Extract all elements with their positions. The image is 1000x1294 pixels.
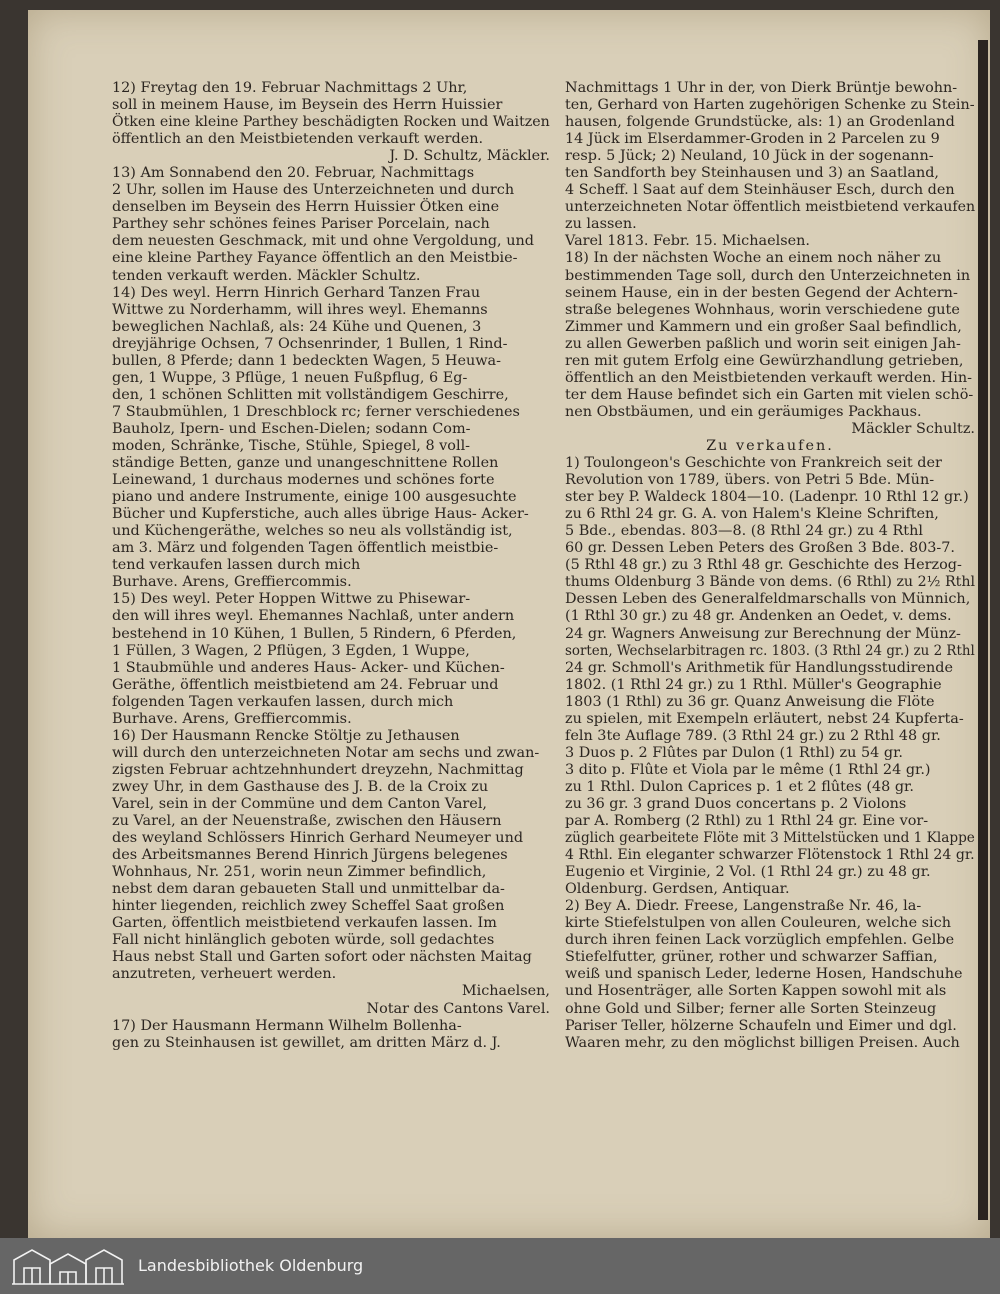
text-line: Parthey sehr schönes feines Pariser Porcelain, nach bbox=[112, 216, 490, 233]
text-line: 14) Des weyl. Herrn Hinrich Gerhard Tanzen Frau bbox=[112, 284, 481, 301]
text-line: straße belegenes Wohnhaus, worin verschiedene gute bbox=[565, 301, 960, 318]
text-line: des weyland Schlössers Hinrich Gerhard Neumeyer und bbox=[112, 830, 524, 847]
text-line: hausen, folgende Grundstücke, als: 1) an Grodenland bbox=[565, 114, 955, 131]
text-line: Pariser Teller, hölzerne Schaufeln und Eimer und dgl. bbox=[565, 1017, 957, 1034]
text-line: durch ihren feinen Lack vorzüglich empfehlen. Gelbe bbox=[565, 932, 955, 949]
text-line: zu 1 Rthl. Dulon Caprices p. 1 et 2 flûtes (48 gr. bbox=[565, 778, 914, 795]
text-line: thums Oldenburg 3 Bände von dems. (6 Rthl) zu 2½ Rthl bbox=[565, 574, 976, 591]
text-line: 15) Des weyl. Peter Hoppen Wittwe zu Phisewar- bbox=[112, 591, 471, 608]
text-line: Ötken eine kleine Parthey beschädigten Rocken und Waitzen bbox=[112, 114, 550, 131]
text-line: Burhave. Arens, Greffiercommis. bbox=[112, 574, 352, 591]
text-line: dreyjährige Ochsen, 7 Ochsenrinder, 1 Bullen, 1 Rind- bbox=[112, 335, 508, 352]
text-line: 13) Am Sonnabend den 20. Februar, Nachmittags bbox=[112, 165, 475, 182]
text-line: 18) In der nächsten Woche an einem noch näher zu bbox=[565, 250, 942, 267]
text-line: den, 1 schönen Schlitten mit vollständigem Geschirre, bbox=[112, 386, 509, 403]
text-line: Stiefelfutter, grüner, rother und schwarzer Saffian, bbox=[565, 949, 938, 966]
text-line: 3 dito p. Flûte et Viola par le même (1 Rthl 24 gr.) bbox=[565, 761, 931, 778]
text-line: zu Varel, an der Neuenstraße, zwischen den Häusern bbox=[112, 813, 502, 830]
text-line: J. D. Schultz, Mäckler. bbox=[389, 148, 550, 165]
text-line: hinter liegenden, reichlich zwey Scheffel Saat großen bbox=[112, 898, 505, 915]
text-line: ren mit gutem Erfolg eine Gewürzhandlung getrieben, bbox=[565, 352, 964, 369]
text-line: 2) Bey A. Diedr. Freese, Langenstraße Nr. 46, la- bbox=[565, 898, 922, 915]
text-line: Haus nebst Stall und Garten sofort oder nächsten Maitag bbox=[112, 949, 532, 966]
text-line: Leinewand, 1 durchaus modernes und schönes forte bbox=[112, 472, 495, 489]
text-line: 4 Scheff. l Saat auf dem Steinhäuser Esch, durch den bbox=[565, 182, 955, 199]
text-line: soll in meinem Hause, im Beysein des Herrn Huissier bbox=[112, 97, 503, 114]
text-line: den will ihres weyl. Ehemannes Nachlaß, unter andern bbox=[112, 608, 515, 625]
text-line: nen Obstbäumen, und ein geräumiges Packhaus. bbox=[565, 403, 922, 420]
text-line: Varel, sein in der Commüne und dem Canton Varel, bbox=[112, 795, 488, 812]
text-line: zu spielen, mit Exempeln erläutert, nebst 24 Kupferta- bbox=[565, 710, 964, 727]
text-line: anzutreten, verheuert werden. bbox=[112, 966, 337, 983]
text-line: Wohnhaus, Nr. 251, worin neun Zimmer befindlich, bbox=[112, 864, 487, 881]
text-line: gen, 1 Wuppe, 3 Pflüge, 1 neuen Fußpflug, 6 Eg- bbox=[112, 369, 468, 386]
text-line: beweglichen Nachlaß, als: 24 Kühe und Quenen, 3 bbox=[112, 318, 482, 335]
text-line: 24 gr. Schmoll's Arithmetik für Handlungsstudirende bbox=[565, 659, 953, 676]
text-line: Wittwe zu Norderhamm, will ihres weyl. Ehemanns bbox=[112, 301, 488, 318]
text-line: feln 3te Auflage 789. (3 Rthl 24 gr.) zu 2 Rthl 48 gr. bbox=[565, 727, 941, 744]
text-line: 12) Freytag den 19. Februar Nachmittags 2 Uhr, bbox=[112, 80, 468, 96]
text-line: will durch den unterzeichneten Notar am sechs und zwan- bbox=[112, 744, 540, 761]
text-line: 1 Füllen, 3 Wagen, 2 Pflügen, 3 Egden, 1 Wuppe, bbox=[112, 642, 470, 659]
text-line: 3 Duos p. 2 Flûtes par Dulon (1 Rthl) zu 54 gr. bbox=[565, 744, 903, 761]
text-line: (1 Rthl 30 gr.) zu 48 gr. Andenken an Oedet, v. dems. bbox=[565, 608, 952, 625]
text-line: Geräthe, öffentlich meistbietend am 24. Februar und bbox=[112, 676, 499, 693]
text-line: bullen, 8 Pferde; dann 1 bedeckten Wagen, 5 Heuwa- bbox=[112, 352, 502, 369]
text-line: ten Sandforth bey Steinhausen und 3) an Saatland, bbox=[565, 165, 940, 182]
text-line: zu 6 Rthl 24 gr. G. A. von Halem's Kleine Schriften, bbox=[565, 506, 939, 523]
text-line: Dessen Leben des Generalfeldmarschalls von Münnich, bbox=[565, 591, 971, 608]
text-line: Notar des Cantons Varel. bbox=[366, 1000, 550, 1017]
text-line: Burhave. Arens, Greffiercommis. bbox=[112, 710, 352, 727]
text-line: gen zu Steinhausen ist gewillet, am dritten März d. J. bbox=[112, 1034, 501, 1051]
text-line: öffentlich an den Meistbietenden verkauft werden. bbox=[112, 131, 484, 148]
text-line: 5 Bde., ebendas. 803—8. (8 Rthl 24 gr.) zu 4 Rthl bbox=[565, 523, 923, 540]
text-line: Waaren mehr, zu den möglichst billigen Preisen. Auch bbox=[565, 1034, 960, 1051]
text-line: Varel 1813. Febr. 15. Michaelsen. bbox=[565, 233, 810, 250]
text-line: ohne Gold und Silber; ferner alle Sorten Steinzeug bbox=[565, 1000, 937, 1017]
text-line: Bücher und Kupferstiche, auch alles übrige Haus- Acker- bbox=[112, 506, 529, 523]
text-line: 17) Der Hausmann Hermann Wilhelm Bollenha- bbox=[112, 1017, 462, 1034]
text-line: Eugenio et Virginie, 2 Vol. (1 Rthl 24 gr.) zu 48 gr. bbox=[565, 864, 931, 881]
text-line: piano und andere Instrumente, einige 100 ausgesuchte bbox=[112, 489, 517, 506]
text-line: züglich gearbeitete Flöte mit 3 Mittelstücken und 1 Klappe bbox=[565, 830, 975, 847]
text-line: Bauholz, Ipern- und Eschen-Dielen; sodann Com- bbox=[112, 420, 471, 437]
text-line: 14 Jück im Elserdammer-Groden in 2 Parcelen zu 9 bbox=[565, 131, 940, 148]
text-line: ständige Betten, ganze und unangeschnittene Rollen bbox=[112, 455, 499, 472]
text-line: seinem Hause, ein in der besten Gegend der Achtern- bbox=[565, 284, 958, 301]
text-line: 24 gr. Wagners Anweisung zur Berechnung der Münz- bbox=[565, 625, 961, 642]
text-line: 2 Uhr, sollen im Hause des Unterzeichneten und durch bbox=[112, 182, 515, 199]
text-line: Fall nicht hinlänglich geboten würde, soll gedachtes bbox=[112, 932, 495, 949]
text-line: denselben im Beysein des Herrn Huissier Ötken eine bbox=[112, 199, 500, 216]
text-line: bestehend in 10 Kühen, 1 Bullen, 5 Rindern, 6 Pferden, bbox=[112, 625, 517, 642]
text-line: 4 Rthl. Ein eleganter schwarzer Flötenstock 1 Rthl 24 gr. bbox=[565, 847, 975, 864]
text-line: sorten, Wechselarbitragen rc. 1803. (3 Rthl 24 gr.) zu 2 Rthl bbox=[565, 642, 975, 659]
text-line: dem neuesten Geschmack, mit und ohne Vergoldung, und bbox=[112, 233, 534, 250]
text-line: moden, Schränke, Tische, Stühle, Spiegel, 8 voll- bbox=[112, 437, 471, 454]
text-line: ter dem Hause befindet sich ein Garten mit vielen schö- bbox=[565, 386, 974, 403]
text-line: öffentlich an den Meistbietenden verkauft werden. Hin- bbox=[565, 369, 972, 386]
text-line: kirte Stiefelstulpen von allen Couleuren, welche sich bbox=[565, 915, 951, 932]
text-line: des Arbeitsmannes Berend Hinrich Jürgens belegenes bbox=[112, 847, 508, 864]
text-line: 1 Staubmühle und anderes Haus- Acker- und Küchen- bbox=[112, 659, 505, 676]
text-line: Oldenburg. Gerdsen, Antiquar. bbox=[565, 881, 790, 898]
text-line: unterzeichneten Notar öffentlich meistbietend verkaufen bbox=[565, 199, 976, 216]
right-column bbox=[565, 80, 975, 1052]
text-line: 16) Der Hausmann Rencke Stöltje zu Jethausen bbox=[112, 727, 460, 744]
text-line: resp. 5 Jück; 2) Neuland, 10 Jück in der sogenann- bbox=[565, 148, 934, 165]
text-line: zu lassen. bbox=[565, 216, 637, 233]
text-line: Revolution von 1789, übers. von Petri 5 Bde. Mün- bbox=[565, 472, 935, 489]
text-line: zigsten Februar achtzehnhundert dreyzehn, Nachmittag bbox=[112, 761, 524, 778]
page-edge bbox=[978, 40, 988, 1220]
text-line: Garten, öffentlich meistbietend verkaufen lassen. Im bbox=[112, 915, 497, 932]
text-line: zu 36 gr. 3 grand Duos concertans p. 2 Violons bbox=[565, 795, 907, 812]
text-line: 7 Staubmühlen, 1 Dreschblock rc; ferner verschiedenes bbox=[112, 403, 520, 420]
text-line: tend verkaufen lassen durch mich bbox=[112, 557, 361, 574]
text-line: zu allen Gewerben paßlich und worin seit einigen Jah- bbox=[565, 335, 961, 352]
text-line: bestimmenden Tage soll, durch den Unterzeichneten in bbox=[565, 267, 971, 284]
text-line: par A. Romberg (2 Rthl) zu 1 Rthl 24 gr. Eine vor- bbox=[565, 813, 929, 830]
library-building-icon bbox=[10, 1246, 126, 1286]
text-line: 1803 (1 Rthl) zu 36 gr. Quanz Anweisung die Flöte bbox=[565, 693, 935, 710]
text-line: eine kleine Parthey Fayance öffentlich an den Meistbie- bbox=[112, 250, 518, 267]
text-line: ten, Gerhard von Harten zugehörigen Schenke zu Stein- bbox=[565, 97, 975, 114]
text-line: nebst dem daran gebaueten Stall und unmittelbar da- bbox=[112, 881, 505, 898]
text-line: und Hosenträger, alle Sorten Kappen sowohl mit als bbox=[565, 983, 947, 1000]
text-line: Zu verkaufen. bbox=[706, 437, 834, 454]
text-line: und Küchengeräthe, welches so neu als vollständig ist, bbox=[112, 523, 513, 540]
text-line: Michaelsen, bbox=[461, 983, 550, 1000]
footer-library-name: Landesbibliothek Oldenburg bbox=[138, 1256, 364, 1275]
left-column bbox=[112, 80, 550, 1052]
text-line: Mäckler Schultz. bbox=[851, 420, 975, 437]
text-line: Nachmittags 1 Uhr in der, von Dierk Brüntje bewohn- bbox=[565, 80, 958, 96]
text-line: zwey Uhr, in dem Gasthause des J. B. de la Croix zu bbox=[112, 778, 489, 795]
text-line: am 3. März und folgenden Tagen öffentlich meistbie- bbox=[112, 540, 499, 557]
footer-bar bbox=[0, 1238, 1000, 1294]
text-line: tenden verkauft werden. Mäckler Schultz. bbox=[112, 267, 421, 284]
text-line: Zimmer und Kammern und ein großer Saal befindlich, bbox=[565, 318, 962, 335]
text-line: (5 Rthl 48 gr.) zu 3 Rthl 48 gr. Geschichte des Herzog- bbox=[565, 557, 962, 574]
text-line: folgenden Tagen verkaufen lassen, durch mich bbox=[112, 693, 454, 710]
text-line: weiß und spanisch Leder, lederne Hosen, Handschuhe bbox=[565, 966, 963, 983]
text-line: 1802. (1 Rthl 24 gr.) zu 1 Rthl. Müller's Geographie bbox=[565, 676, 942, 693]
text-line: 60 gr. Dessen Leben Peters des Großen 3 Bde. 803-7. bbox=[565, 540, 956, 557]
text-line: ster bey P. Waldeck 1804—10. (Ladenpr. 10 Rthl 12 gr.) bbox=[565, 489, 969, 506]
text-line: 1) Toulongeon's Geschichte von Frankreich seit der bbox=[565, 455, 942, 472]
